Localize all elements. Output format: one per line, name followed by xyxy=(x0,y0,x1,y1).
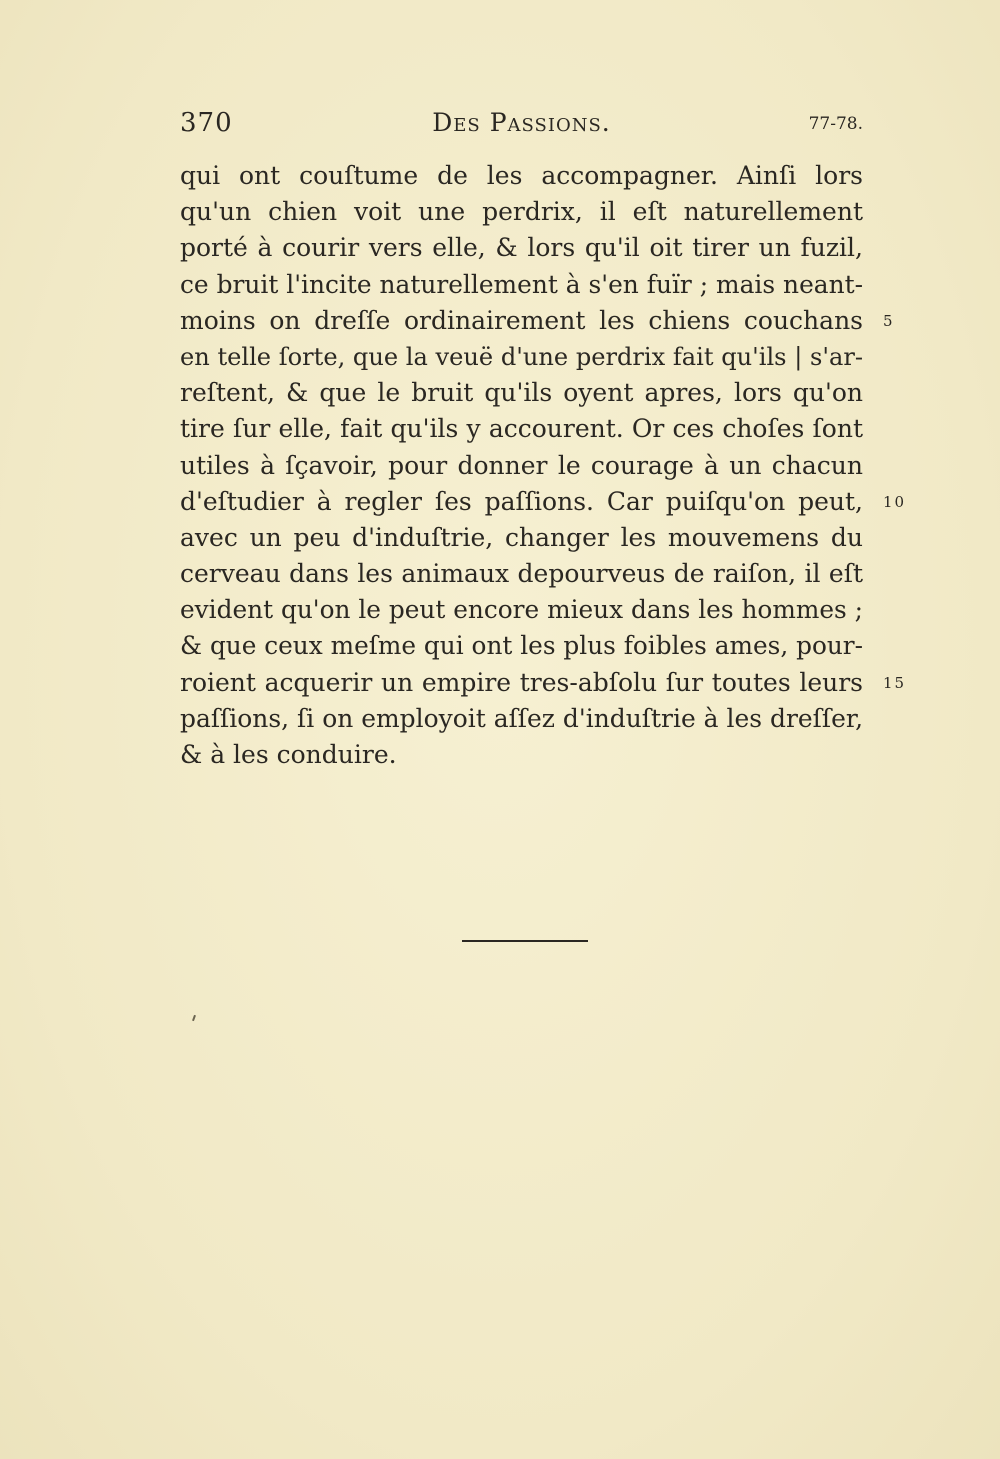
paper-speck xyxy=(192,1015,196,1021)
page-header xyxy=(180,108,863,144)
text-line: & que ceux meſme qui ont les plus foibles ames, pour- xyxy=(180,631,863,661)
text-line: utiles à ſçavoir, pour donner le courage à un chacun xyxy=(180,450,863,480)
text-line: qui ont couſtume de les accompagner. Ainſi lors xyxy=(180,161,863,190)
text-line: & à les conduire. xyxy=(180,740,397,769)
text-line: en telle ſorte, que la veuë d'une perdrix fait qu'ils | s'ar- xyxy=(180,342,863,371)
text-line: porté à courir vers elle, & lors qu'il oit tirer un fuzil, xyxy=(180,233,863,263)
line-number: 15 xyxy=(883,673,907,692)
text-line: paſſions, ſi on employoit aſſez d'induſtrie à les dreſſer, xyxy=(180,703,863,733)
text-line: reſtent, & que le bruit qu'ils oyent apres, lors qu'on xyxy=(180,378,863,408)
page-number: 370 xyxy=(180,108,233,138)
text-line: avec un peu d'induſtrie, changer les mouvemens du xyxy=(180,522,863,552)
line-number: 5 xyxy=(883,311,895,330)
text-line: tire ſur elle, fait qu'ils y accourent. Or ces choſes ſont xyxy=(180,414,863,444)
text-line: cerveau dans les animaux depourveus de raiſon, il eſt xyxy=(180,559,863,589)
text-line: qu'un chien voit une perdrix, il eſt naturellement xyxy=(180,197,863,227)
text-line: ce bruit l'incite naturellement à s'en fuïr ; mais neant- xyxy=(180,269,863,299)
text-line: moins on dreſſe ordinairement les chiens couchans 5 xyxy=(180,303,863,339)
text-line: evident qu'on le peut encore mieux dans les hommes ; xyxy=(180,595,863,625)
end-rule xyxy=(462,940,588,942)
text-line: d'eſtudier à regler ſes paſſions. Car puiſqu'on peut, 10 xyxy=(180,484,863,520)
text-line: roient acquerir un empire tres-abſolu ſur toutes leurs 15 xyxy=(180,665,863,701)
line-number: 10 xyxy=(883,492,907,511)
section-reference: 77-78. xyxy=(808,114,863,134)
running-title: Des Passions. xyxy=(432,108,611,137)
body-text xyxy=(180,158,907,773)
